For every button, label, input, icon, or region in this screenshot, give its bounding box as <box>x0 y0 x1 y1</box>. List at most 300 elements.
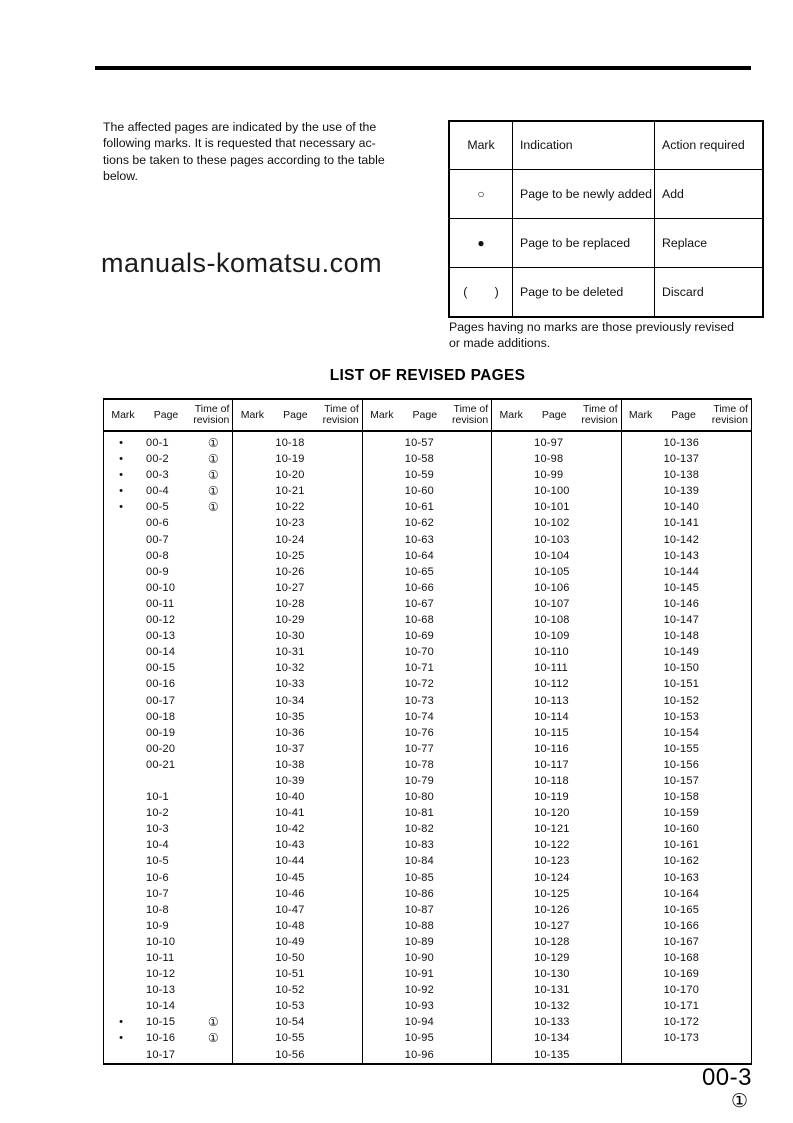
row-mark <box>492 1030 526 1046</box>
row-time-of-revision <box>712 725 751 741</box>
row-page: 10-104 <box>534 549 570 562</box>
row-page: 10-130 <box>534 968 570 981</box>
row-page: 10-49 <box>275 935 305 948</box>
table-row <box>492 837 620 853</box>
intro-line: following marks. It is requested that necessary ac- <box>103 136 376 151</box>
row-time-of-revision <box>194 853 232 869</box>
row-time-of-revision <box>453 757 491 773</box>
row-time-of-revision <box>582 918 620 934</box>
row-mark: • <box>119 501 123 514</box>
row-page: 10-26 <box>275 565 305 578</box>
row-mark <box>233 612 267 628</box>
row-mark <box>104 886 138 902</box>
table-row <box>104 435 232 451</box>
row-page: 10-70 <box>404 646 434 659</box>
table-row <box>104 483 232 499</box>
row-time-of-revision <box>323 870 361 886</box>
row-page: 10-148 <box>663 630 700 643</box>
table-row <box>492 1030 620 1046</box>
row-time-of-revision <box>323 1014 361 1030</box>
row-mark <box>233 902 267 918</box>
row-page: 00-20 <box>146 742 176 755</box>
row-mark <box>233 1047 267 1063</box>
table-row <box>492 532 620 548</box>
row-mark <box>104 982 138 998</box>
row-mark <box>363 821 397 837</box>
table-row <box>363 853 491 869</box>
row-page: 10-89 <box>404 935 434 948</box>
row-mark <box>492 709 526 725</box>
mark-legend-table <box>448 120 764 318</box>
table-row <box>363 934 491 950</box>
row-page: 10-117 <box>534 758 569 771</box>
table-row <box>622 998 751 1014</box>
row-mark <box>104 628 138 644</box>
row-mark <box>363 789 397 805</box>
row-mark <box>104 773 138 789</box>
row-time-of-revision <box>194 676 232 692</box>
row-mark <box>233 886 267 902</box>
row-page: 10-86 <box>404 887 434 900</box>
intro-line: The affected pages are indicated by the use of the <box>103 120 377 134</box>
row-page: 10-30 <box>275 630 305 643</box>
row-page: 10-20 <box>275 469 305 482</box>
page-number: 00-3 <box>701 1064 752 1091</box>
row-page: 10-31 <box>275 646 305 659</box>
table-row <box>104 741 232 757</box>
revision-circle-icon: ① <box>730 1091 748 1112</box>
table-row <box>492 676 620 692</box>
row-time-of-revision <box>194 548 232 564</box>
revised-pages-table-header <box>104 400 751 432</box>
row-time-of-revision <box>453 725 491 741</box>
row-mark <box>622 499 656 515</box>
row-time-of-revision <box>453 870 491 886</box>
row-mark <box>492 612 526 628</box>
row-mark <box>104 966 138 982</box>
table-row <box>492 966 620 982</box>
row-mark <box>233 676 267 692</box>
row-mark: • <box>119 469 123 482</box>
table-row <box>622 950 751 966</box>
row-mark <box>363 757 397 773</box>
row-page: 10-39 <box>275 774 305 787</box>
table-row <box>363 821 491 837</box>
row-page: 10-120 <box>534 807 570 820</box>
row-time-of-revision <box>712 467 751 483</box>
row-time-of-revision <box>582 950 620 966</box>
table-row <box>363 660 491 676</box>
table-row <box>104 467 232 483</box>
row-time-of-revision <box>712 532 751 548</box>
row-page: 00-6 <box>146 517 169 530</box>
row-time-of-revision <box>453 676 491 692</box>
table-row <box>363 499 491 515</box>
row-page: 10-159 <box>663 807 700 820</box>
table-row <box>492 934 620 950</box>
row-page: 00-4 <box>146 485 169 498</box>
row-page: 10-136 <box>663 437 700 449</box>
table-row <box>104 789 232 805</box>
row-time-of-revision <box>453 1014 491 1030</box>
row-time-of-revision <box>712 805 751 821</box>
row-time-of-revision <box>712 853 751 869</box>
row-time-of-revision <box>453 580 491 596</box>
row-page: 10-71 <box>404 662 434 675</box>
table-row <box>233 693 361 709</box>
table-row <box>622 596 751 612</box>
row-time-of-revision <box>582 467 620 483</box>
row-time-of-revision <box>323 515 361 531</box>
row-page: 10-162 <box>663 855 700 868</box>
row-time-of-revision <box>712 580 751 596</box>
row-mark <box>492 628 526 644</box>
table-row <box>233 886 361 902</box>
row-page: 10-126 <box>534 903 570 916</box>
row-mark <box>363 596 397 612</box>
table-row <box>492 853 620 869</box>
row-page: 10-154 <box>663 726 700 739</box>
table-row <box>622 870 751 886</box>
watermark-text: manuals-komatsu.com <box>101 248 383 278</box>
row-mark <box>492 660 526 676</box>
row-mark <box>492 837 526 853</box>
newly-added-circle-icon: ○ <box>449 170 513 219</box>
row-page: 00-2 <box>146 453 169 466</box>
row-time-of-revision <box>323 628 361 644</box>
row-page: 10-132 <box>534 1000 570 1013</box>
row-page: 10-167 <box>663 935 700 948</box>
row-time-of-revision <box>453 773 491 789</box>
row-page: 10-54 <box>275 1016 305 1029</box>
row-time-of-revision <box>712 998 751 1014</box>
row-page: 10-47 <box>275 903 305 916</box>
table-row <box>622 564 751 580</box>
table-row <box>363 1014 491 1030</box>
revised-pages-table-body <box>104 432 751 1063</box>
table-row <box>622 1030 751 1046</box>
table-row <box>363 612 491 628</box>
table-row <box>233 918 361 934</box>
intro-paragraph <box>103 119 385 185</box>
row-mark <box>492 499 526 515</box>
table-row <box>622 853 751 869</box>
row-mark <box>492 741 526 757</box>
table-row <box>104 966 232 982</box>
row-mark: • <box>119 1032 123 1045</box>
row-time-of-revision <box>582 644 620 660</box>
table-row <box>233 934 361 950</box>
row-time-of-revision <box>323 564 361 580</box>
row-mark <box>104 805 138 821</box>
row-page: 10-97 <box>534 437 564 449</box>
row-mark <box>104 950 138 966</box>
table-row <box>363 1047 491 1063</box>
row-page: 10-41 <box>275 807 305 820</box>
row-mark <box>104 1047 138 1063</box>
row-page: 10-172 <box>663 1016 700 1029</box>
row-time-of-revision <box>323 676 361 692</box>
row-mark <box>104 998 138 1014</box>
row-mark <box>104 853 138 869</box>
table-row <box>622 644 751 660</box>
row-time-of-revision <box>194 966 232 982</box>
row-mark <box>622 644 656 660</box>
row-mark <box>622 693 656 709</box>
row-mark <box>622 467 656 483</box>
row-time-of-revision <box>453 886 491 902</box>
row-time-of-revision <box>453 532 491 548</box>
row-time-of-revision <box>582 757 620 773</box>
row-page: 10-32 <box>275 662 305 675</box>
row-time-of-revision <box>453 515 491 531</box>
row-time-of-revision <box>453 966 491 982</box>
table-row <box>622 467 751 483</box>
table-row <box>104 902 232 918</box>
row-time-of-revision <box>453 451 491 467</box>
table-row <box>104 837 232 853</box>
row-mark <box>363 676 397 692</box>
row-mark <box>104 515 138 531</box>
row-mark <box>104 821 138 837</box>
row-time-of-revision <box>323 435 361 451</box>
row-time-of-revision <box>582 515 620 531</box>
col-header-mark: Mark <box>240 409 265 421</box>
row-mark <box>622 676 656 692</box>
table-row <box>363 580 491 596</box>
row-page: 10-4 <box>146 839 169 852</box>
row-time-of-revision <box>712 902 751 918</box>
row-time-of-revision: ① <box>207 484 219 499</box>
row-time-of-revision <box>712 934 751 950</box>
row-page: 10-91 <box>404 968 434 981</box>
row-mark <box>492 676 526 692</box>
table-row <box>104 612 232 628</box>
table-row <box>622 773 751 789</box>
row-mark <box>104 837 138 853</box>
table-row <box>104 1030 232 1046</box>
row-time-of-revision <box>194 709 232 725</box>
table-row <box>622 676 751 692</box>
legend-indication: Page to be deleted <box>513 268 655 318</box>
row-page: 00-9 <box>146 565 169 578</box>
row-page: 10-170 <box>663 984 700 997</box>
table-row <box>233 853 361 869</box>
row-time-of-revision <box>194 918 232 934</box>
table-row <box>233 902 361 918</box>
table-row <box>622 532 751 548</box>
row-mark: • <box>119 437 123 449</box>
row-page: 10-102 <box>534 517 570 530</box>
table-row <box>492 628 620 644</box>
table-row <box>622 982 751 998</box>
row-time-of-revision <box>323 805 361 821</box>
row-page: 10-16 <box>146 1032 176 1045</box>
table-row <box>104 950 232 966</box>
table-row <box>363 725 491 741</box>
row-mark <box>363 805 397 821</box>
row-time-of-revision <box>712 821 751 837</box>
row-mark <box>233 644 267 660</box>
row-mark <box>363 950 397 966</box>
row-time-of-revision <box>194 693 232 709</box>
table-row <box>363 435 491 451</box>
row-mark <box>233 934 267 950</box>
row-page: 10-158 <box>663 791 700 804</box>
row-time-of-revision <box>582 1047 620 1063</box>
table-row <box>363 548 491 564</box>
table-row <box>363 644 491 660</box>
table-row <box>492 467 620 483</box>
row-mark <box>492 515 526 531</box>
row-mark <box>622 741 656 757</box>
row-page: 10-14 <box>146 1000 176 1013</box>
row-time-of-revision <box>323 660 361 676</box>
table-row <box>622 612 751 628</box>
table-row <box>104 757 232 773</box>
row-mark <box>363 564 397 580</box>
header-group <box>622 400 751 430</box>
row-time-of-revision <box>582 612 620 628</box>
row-time-of-revision <box>712 982 751 998</box>
row-page: 10-105 <box>534 565 570 578</box>
row-page: 10-141 <box>663 517 700 530</box>
row-time-of-revision <box>323 580 361 596</box>
row-mark <box>233 532 267 548</box>
row-page: 10-145 <box>663 581 700 594</box>
row-time-of-revision <box>194 564 232 580</box>
row-time-of-revision <box>453 709 491 725</box>
row-time-of-revision <box>194 789 232 805</box>
row-time-of-revision <box>323 693 361 709</box>
page-column-group-4 <box>492 432 621 1063</box>
row-mark <box>492 982 526 998</box>
row-mark <box>104 870 138 886</box>
row-time-of-revision <box>194 725 232 741</box>
row-time-of-revision <box>323 644 361 660</box>
table-row <box>363 902 491 918</box>
row-page: 10-94 <box>404 1016 434 1029</box>
table-row <box>363 998 491 1014</box>
table-row <box>622 805 751 821</box>
row-page: 10-137 <box>663 453 700 466</box>
row-mark <box>363 902 397 918</box>
row-page: 10-43 <box>275 839 305 852</box>
row-page: 10-79 <box>404 774 434 787</box>
row-time-of-revision <box>712 1014 751 1030</box>
row-page: 10-6 <box>146 871 169 884</box>
col-header-mark: Mark <box>499 409 523 421</box>
row-page: 10-19 <box>275 453 305 466</box>
row-time-of-revision <box>194 821 232 837</box>
row-page: 10-87 <box>404 903 434 916</box>
row-page: 10-84 <box>404 855 434 868</box>
row-mark <box>622 918 656 934</box>
row-time-of-revision <box>712 886 751 902</box>
row-mark <box>363 837 397 853</box>
row-time-of-revision <box>194 532 232 548</box>
row-mark <box>233 467 267 483</box>
row-page: 10-11 <box>146 952 175 964</box>
table-row <box>622 499 751 515</box>
table-row <box>233 548 361 564</box>
row-mark <box>492 435 526 451</box>
row-time-of-revision <box>582 902 620 918</box>
row-page: 10-110 <box>534 646 569 659</box>
row-page: 10-44 <box>275 855 305 868</box>
row-time-of-revision <box>582 1014 620 1030</box>
row-mark <box>363 467 397 483</box>
table-row <box>492 596 620 612</box>
row-mark <box>363 934 397 950</box>
row-mark <box>233 805 267 821</box>
row-page: 10-17 <box>146 1048 176 1061</box>
table-row <box>233 789 361 805</box>
col-header-time-of-revision: Time of revision <box>711 403 748 426</box>
legend-header-action: Action required <box>655 121 764 170</box>
row-mark <box>363 693 397 709</box>
table-row <box>492 515 620 531</box>
row-time-of-revision <box>323 773 361 789</box>
row-mark <box>622 483 656 499</box>
col-header-time-of-revision: Time of revision <box>322 403 359 426</box>
row-time-of-revision <box>712 741 751 757</box>
row-page: 10-114 <box>534 710 569 723</box>
row-time-of-revision <box>194 580 232 596</box>
table-row <box>363 757 491 773</box>
row-time-of-revision <box>194 773 232 789</box>
row-time-of-revision <box>323 483 361 499</box>
table-row <box>104 660 232 676</box>
row-time-of-revision <box>323 966 361 982</box>
table-row <box>363 1030 491 1046</box>
page-column-group-2 <box>233 432 362 1063</box>
row-time-of-revision: ① <box>207 1031 219 1046</box>
row-mark <box>363 515 397 531</box>
table-row <box>233 998 361 1014</box>
row-mark: • <box>119 485 123 498</box>
row-mark <box>363 660 397 676</box>
table-row <box>233 564 361 580</box>
row-page: 10-139 <box>663 485 700 498</box>
table-row <box>363 966 491 982</box>
table-row <box>492 870 620 886</box>
row-mark <box>233 853 267 869</box>
table-row <box>492 483 620 499</box>
row-page: 10-59 <box>404 469 434 482</box>
row-time-of-revision: ① <box>207 468 219 483</box>
row-time-of-revision <box>323 532 361 548</box>
row-mark <box>104 532 138 548</box>
table-row <box>233 628 361 644</box>
row-time-of-revision <box>453 483 491 499</box>
row-page: 10-33 <box>275 678 305 691</box>
row-page: 10-99 <box>534 469 564 482</box>
row-page: 10-73 <box>404 694 434 707</box>
table-row <box>622 1047 751 1063</box>
row-mark <box>622 789 656 805</box>
table-row <box>363 805 491 821</box>
table-row <box>104 821 232 837</box>
row-time-of-revision <box>582 596 620 612</box>
row-time-of-revision: ① <box>207 452 219 467</box>
row-page: 10-147 <box>663 614 700 627</box>
row-mark <box>363 548 397 564</box>
legend-action: Replace <box>655 219 764 268</box>
table-row <box>233 982 361 998</box>
row-page: 10-65 <box>404 565 434 578</box>
table-row <box>363 870 491 886</box>
